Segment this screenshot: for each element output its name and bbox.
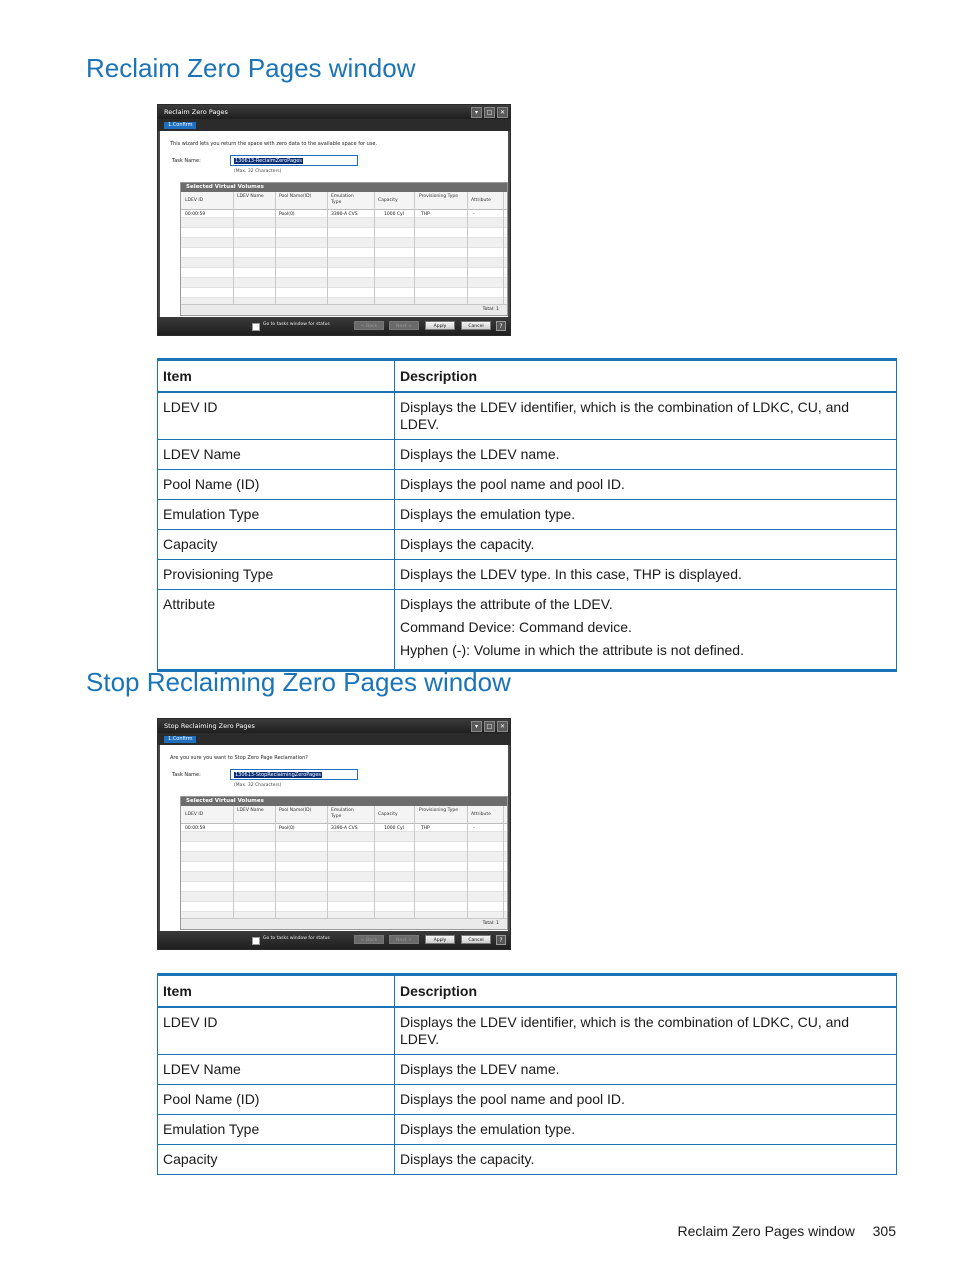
- row-description: Displays the capacity.: [395, 1145, 897, 1175]
- reclaim-description-table: [157, 358, 897, 672]
- cell-emulation-type: 3390-A CVS: [331, 212, 358, 217]
- row-item: Capacity: [158, 530, 395, 560]
- cell-emulation-type: 3390-A CVS: [331, 826, 358, 831]
- table-row: [158, 1145, 897, 1175]
- row-item: LDEV Name: [158, 440, 395, 470]
- task-name-label: Task Name:: [172, 772, 201, 778]
- row-item: LDEV ID: [158, 392, 395, 440]
- row-item: Capacity: [158, 1145, 395, 1175]
- selected-virtual-volumes-panel: [180, 182, 508, 316]
- row-description: Displays the capacity.: [395, 530, 897, 560]
- pin-icon[interactable]: ▾: [471, 721, 482, 732]
- task-name-label: Task Name:: [172, 158, 201, 164]
- volumes-table: [181, 192, 507, 315]
- tasks-window-checkbox-label: Go to tasks window for status: [263, 936, 330, 941]
- cell-pool-name: Pool(0): [279, 212, 295, 217]
- window-title: Reclaim Zero Pages: [164, 108, 228, 116]
- row-description: Displays the LDEV identifier, which is the combination of LDKC, CU, and LDEV.: [395, 1007, 897, 1055]
- step-confirm: 1.Confirm: [164, 736, 196, 743]
- cell-capacity: 1000 Cyl: [384, 212, 404, 217]
- stop-reclaiming-description-table: [157, 973, 897, 1175]
- window-titlebar: [158, 719, 510, 733]
- table-row: [158, 500, 897, 530]
- col-ldev-id[interactable]: LDEV ID: [185, 812, 204, 817]
- page-footer: [677, 1223, 896, 1239]
- col-provisioning-type[interactable]: Provisioning Type: [419, 194, 458, 199]
- section-heading-reclaim: Reclaim Zero Pages window: [86, 53, 416, 83]
- total-count: Total: 1: [482, 307, 499, 312]
- cell-attribute: -: [473, 826, 475, 831]
- tasks-window-checkbox-label: Go to tasks window for status: [263, 322, 330, 327]
- window-titlebar: [158, 105, 510, 119]
- panel-title: Selected Virtual Volumes: [181, 183, 507, 192]
- table-row: [158, 590, 897, 671]
- row-item: LDEV ID: [158, 1007, 395, 1055]
- table-row: [158, 560, 897, 590]
- task-name-hint: (Max. 32 Characters): [234, 783, 282, 788]
- task-name-hint: (Max. 32 Characters): [234, 169, 282, 174]
- maximize-icon[interactable]: □: [484, 721, 495, 732]
- row-item: Emulation Type: [158, 500, 395, 530]
- row-description: Displays the LDEV name.: [395, 440, 897, 470]
- panel-title: Selected Virtual Volumes: [181, 797, 507, 806]
- pin-icon[interactable]: ▾: [471, 107, 482, 118]
- table-row: [158, 1055, 897, 1085]
- table-row: [158, 1115, 897, 1145]
- cell-attribute: -: [473, 212, 475, 217]
- help-button[interactable]: ?: [496, 935, 506, 945]
- help-button[interactable]: ?: [496, 321, 506, 331]
- window-footer: [158, 317, 510, 335]
- back-button[interactable]: < Back: [354, 935, 384, 944]
- row-item: Pool Name (ID): [158, 470, 395, 500]
- row-description: Displays the attribute of the LDEV. Command Device: Command device. Hyphen (-): Volume in which the attribute is not defined.: [395, 590, 897, 671]
- task-name-value: 130613-StopReclaimingZeroPages: [235, 772, 321, 778]
- row-item: Attribute: [158, 590, 395, 671]
- volumes-table: [181, 806, 507, 929]
- col-ldev-name[interactable]: LDEV Name: [237, 194, 264, 199]
- cell-ldev-id: 00:00:59: [185, 826, 206, 831]
- window-content: [160, 131, 508, 319]
- col-attribute[interactable]: Attribute: [471, 812, 491, 817]
- table-header-row: [158, 975, 897, 1008]
- row-description: Displays the LDEV type. In this case, THP is displayed.: [395, 560, 897, 590]
- table-row: [158, 530, 897, 560]
- tasks-window-checkbox[interactable]: [252, 937, 260, 945]
- header-description: Description: [395, 360, 897, 393]
- cancel-button[interactable]: Cancel: [461, 935, 491, 944]
- window-footer: [158, 931, 510, 949]
- col-pool-name[interactable]: Pool Name(ID): [279, 808, 312, 813]
- col-capacity[interactable]: Capacity: [378, 812, 398, 817]
- footer-section-title: Reclaim Zero Pages window: [677, 1223, 855, 1239]
- header-item: Item: [158, 975, 395, 1008]
- selected-virtual-volumes-panel: [180, 796, 508, 930]
- window-content: [160, 745, 508, 933]
- table-row: [158, 440, 897, 470]
- page-number: 305: [872, 1223, 896, 1239]
- task-name-input[interactable]: [230, 155, 358, 166]
- row-item: Pool Name (ID): [158, 1085, 395, 1115]
- apply-button[interactable]: Apply: [425, 935, 455, 944]
- table-row: [158, 1007, 897, 1055]
- section-heading-stop-reclaiming: Stop Reclaiming Zero Pages window: [86, 667, 511, 697]
- close-icon[interactable]: ✕: [497, 721, 508, 732]
- col-emulation-type[interactable]: Emulation Type: [331, 808, 354, 819]
- row-description: Displays the emulation type.: [395, 1115, 897, 1145]
- row-item: Provisioning Type: [158, 560, 395, 590]
- col-emulation-type[interactable]: Emulation Type: [331, 194, 354, 205]
- row-description: Displays the LDEV name.: [395, 1055, 897, 1085]
- total-count: Total: 1: [482, 921, 499, 926]
- intro-text: Are you sure you want to Stop Zero Page Reclamation?: [170, 755, 308, 761]
- cell-capacity: 1000 Cyl: [384, 826, 404, 831]
- task-name-input[interactable]: [230, 769, 358, 780]
- header-description: Description: [395, 975, 897, 1008]
- table-row: [158, 470, 897, 500]
- row-description: Displays the pool name and pool ID.: [395, 1085, 897, 1115]
- apply-button[interactable]: Apply: [425, 321, 455, 330]
- row-item: LDEV Name: [158, 1055, 395, 1085]
- close-icon[interactable]: ✕: [497, 107, 508, 118]
- col-ldev-name[interactable]: LDEV Name: [237, 808, 264, 813]
- task-name-value: 130613-ReclaimZeroPages: [235, 158, 302, 164]
- cell-ldev-id: 00:00:59: [185, 212, 206, 217]
- next-button[interactable]: Next >: [389, 321, 419, 330]
- next-button[interactable]: Next >: [389, 935, 419, 944]
- cell-provisioning-type: THP: [421, 212, 430, 217]
- col-ldev-id[interactable]: LDEV ID: [185, 198, 204, 203]
- col-pool-name[interactable]: Pool Name(ID): [279, 194, 312, 199]
- cancel-button[interactable]: Cancel: [461, 321, 491, 330]
- wizard-step-bar: [158, 733, 510, 745]
- reclaim-zero-pages-window: [157, 104, 511, 336]
- intro-text: This wizard lets you return the space with zero data to the available space for use.: [170, 141, 378, 147]
- wizard-step-bar: [158, 119, 510, 131]
- cell-provisioning-type: THP: [421, 826, 430, 831]
- window-title: Stop Reclaiming Zero Pages: [164, 722, 255, 730]
- row-description: Displays the pool name and pool ID.: [395, 470, 897, 500]
- header-item: Item: [158, 360, 395, 393]
- row-description: Displays the emulation type.: [395, 500, 897, 530]
- table-row: [158, 1085, 897, 1115]
- step-confirm: 1.Confirm: [164, 122, 196, 129]
- back-button[interactable]: < Back: [354, 321, 384, 330]
- stop-reclaiming-window: [157, 718, 511, 950]
- col-capacity[interactable]: Capacity: [378, 198, 398, 203]
- tasks-window-checkbox[interactable]: [252, 323, 260, 331]
- cell-pool-name: Pool(0): [279, 826, 295, 831]
- row-item: Emulation Type: [158, 1115, 395, 1145]
- table-header-row: [158, 360, 897, 393]
- col-attribute[interactable]: Attribute: [471, 198, 491, 203]
- table-row: [158, 392, 897, 440]
- maximize-icon[interactable]: □: [484, 107, 495, 118]
- row-description: Displays the LDEV identifier, which is the combination of LDKC, CU, and LDEV.: [395, 392, 897, 440]
- col-provisioning-type[interactable]: Provisioning Type: [419, 808, 458, 813]
